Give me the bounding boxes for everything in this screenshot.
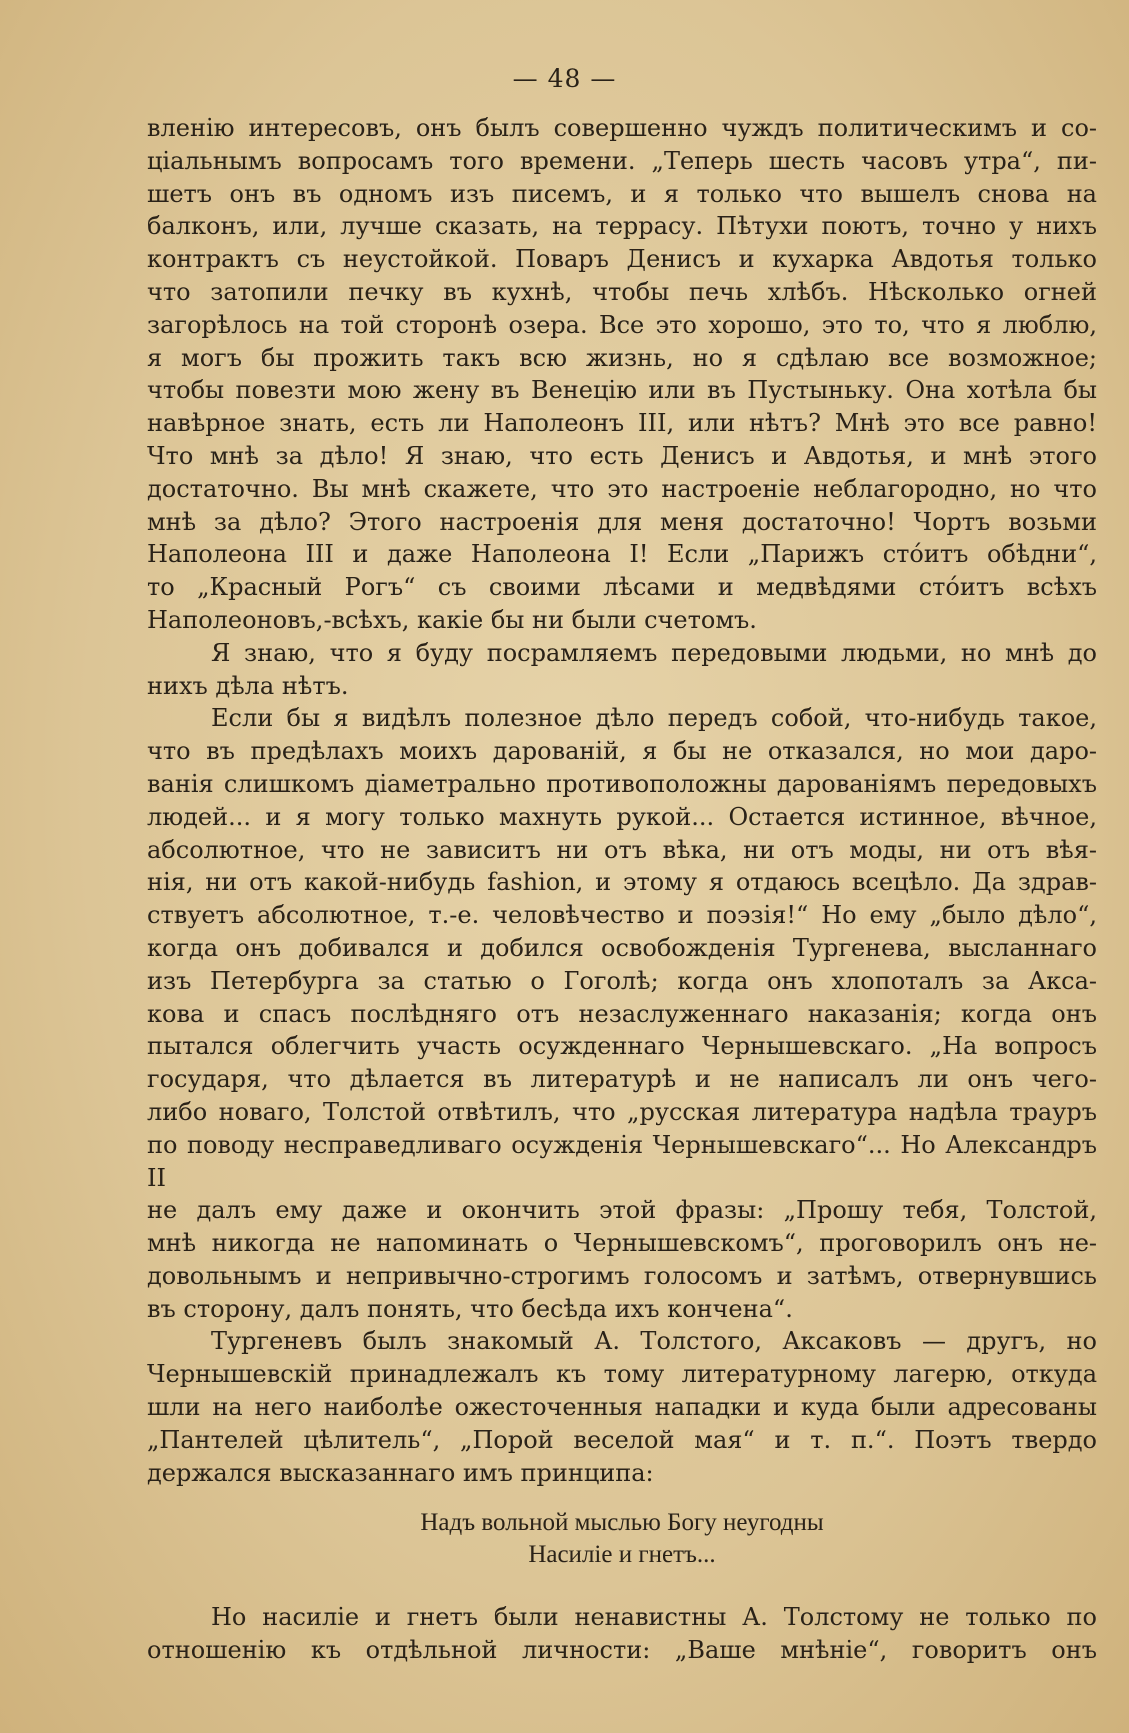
text-line: людей... и я могу только махнуть рукой... Остается истинное, вѣчное, — [147, 802, 1097, 831]
text-line: навѣрное знать, есть ли Наполеонъ III, или нѣтъ? Мнѣ это все равно! — [147, 409, 1097, 438]
text-line: Я знаю, что я буду посрамляемъ передовыми людьми, но мнѣ до — [211, 638, 1097, 667]
text-line: что затопили печку въ кухнѣ, чтобы печь хлѣбъ. Нѣсколько огней — [147, 277, 1097, 306]
text-line: по поводу несправедливаго осужденія Чернышевскаго“... Но Александръ II — [147, 1130, 1097, 1192]
text-line: нихъ дѣла нѣтъ. — [147, 671, 349, 700]
text-line: отношенію къ отдѣльной личности: „Ваше мнѣніе“, говоритъ онъ — [147, 1636, 1097, 1665]
text-line: либо новаго, Толстой отвѣтилъ, что „русская литература надѣла трауръ — [147, 1097, 1097, 1126]
text-line: шли на него наиболѣе ожесточенныя нападки и куда были адресованы — [147, 1393, 1097, 1422]
paragraph-3 — [147, 702, 1097, 1325]
text-line: изъ Петербурга за статью о Гоголѣ; когда онъ хлопоталъ за Акса- — [147, 966, 1097, 995]
text-line: шетъ онъ въ одномъ изъ писемъ, и я только что вышелъ снова на — [147, 179, 1097, 208]
poem-quote — [147, 1507, 1097, 1571]
text-line: ванія слишкомъ діаметрально противоположны дарованіямъ передовыхъ — [147, 769, 1097, 798]
poem-verse: Надъ вольной мыслью Богу неугодны — [420, 1509, 824, 1537]
page-number: — 48 — — [512, 64, 617, 93]
text-line: довольнымъ и непривычно-строгимъ голосомъ и затѣмъ, отвернувшись — [147, 1261, 1097, 1290]
paragraph-4 — [147, 1325, 1097, 1489]
text-line: контрактъ съ неустойкой. Поваръ Денисъ и кухарка Авдотья только — [147, 245, 1097, 274]
text-line: абсолютное, что не зависитъ ни отъ вѣка, ни отъ моды, ни отъ вѣя- — [147, 835, 1097, 864]
text-line: государя, что дѣлается въ литературѣ и не написалъ ли онъ чего- — [147, 1065, 1097, 1094]
text-line: Если бы я видѣлъ полезное дѣло передъ собой, что-нибудь такое, — [211, 704, 1097, 733]
text-line: Тургеневъ былъ знакомый А. Толстого, Аксаковъ — другъ, но — [211, 1327, 1097, 1356]
paragraph-5 — [147, 1601, 1097, 1667]
text-line: мнѣ за дѣло? Этого настроенія для меня достаточно! Чортъ возьми — [147, 507, 1097, 536]
text-line: что въ предѣлахъ моихъ дарованій, я бы не отказался, но мои даро- — [147, 737, 1097, 766]
text-line: Наполеоновъ,-всѣхъ, какіе бы ни были счетомъ. — [147, 605, 757, 634]
poem-verse: Насиліе и гнетъ... — [528, 1541, 716, 1569]
paragraph-2 — [147, 637, 1097, 703]
paragraph-1 — [147, 112, 1097, 637]
text-line: держался высказаннаго имъ принципа: — [147, 1458, 654, 1487]
text-line: Что мнѣ за дѣло! Я знаю, что есть Денисъ и Авдотья, и мнѣ этого — [147, 441, 1097, 470]
text-line: балконъ, или, лучше сказать, на террасу. Пѣтухи поютъ, точно у нихъ — [147, 212, 1097, 241]
page-body — [147, 112, 1097, 1667]
text-line: ціальнымъ вопросамъ того времени. „Теперь шесть часовъ утра“, пи- — [147, 146, 1097, 175]
text-line: Наполеона III и даже Наполеона I! Если „Парижъ стóитъ обѣдни“, — [147, 540, 1097, 569]
text-line: не далъ ему даже и окончить этой фразы: „Прошу тебя, Толстой, — [147, 1196, 1097, 1225]
text-line: то „Красный Рогъ“ съ своими лѣсами и медвѣдями стóитъ всѣхъ — [147, 573, 1097, 602]
text-line: вленію интересовъ, онъ былъ совершенно чуждъ политическимъ и со- — [147, 114, 1097, 142]
text-line: пытался облегчить участь осужденнаго Чернышевскаго. „На вопросъ — [147, 1032, 1097, 1061]
text-line: достаточно. Вы мнѣ скажете, что это настроеніе неблагородно, но что — [147, 474, 1097, 503]
text-line: я могъ бы прожить такъ всю жизнь, но я сдѣлаю все возможное; — [147, 343, 1097, 372]
text-line: загорѣлось на той сторонѣ озера. Все это хорошо, это то, что я люблю, — [147, 310, 1097, 339]
text-line: Но насиліе и гнетъ были ненавистны А. Толстому не только по — [211, 1603, 1097, 1632]
text-line: мнѣ никогда не напоминать о Чернышевскомъ“, проговорилъ онъ не- — [147, 1229, 1097, 1258]
text-line: Чернышевскій принадлежалъ къ тому литературному лагерю, откуда — [147, 1360, 1097, 1389]
text-line: въ сторону, далъ понять, что бесѣда ихъ кончена“. — [147, 1294, 793, 1323]
text-line: „Пантелей цѣлитель“, „Порой веселой мая“ и т. п.“. Поэтъ твердо — [147, 1425, 1097, 1454]
text-line: ствуетъ абсолютное, т.-е. человѣчество и поэзія!“ Но ему „было дѣло“, — [147, 901, 1097, 930]
text-line: когда онъ добивался и добился освобожденія Тургенева, высланнаго — [147, 933, 1097, 962]
text-line: чтобы повезти мою жену въ Венецію или въ Пустыньку. Она хотѣла бы — [147, 376, 1097, 405]
text-line: кова и спасъ послѣдняго отъ незаслуженнаго наказанія; когда онъ — [147, 999, 1097, 1028]
text-line: нія, ни отъ какой-нибудь fashion, и этому я отдаюсь всецѣло. Да здрав- — [147, 868, 1097, 897]
